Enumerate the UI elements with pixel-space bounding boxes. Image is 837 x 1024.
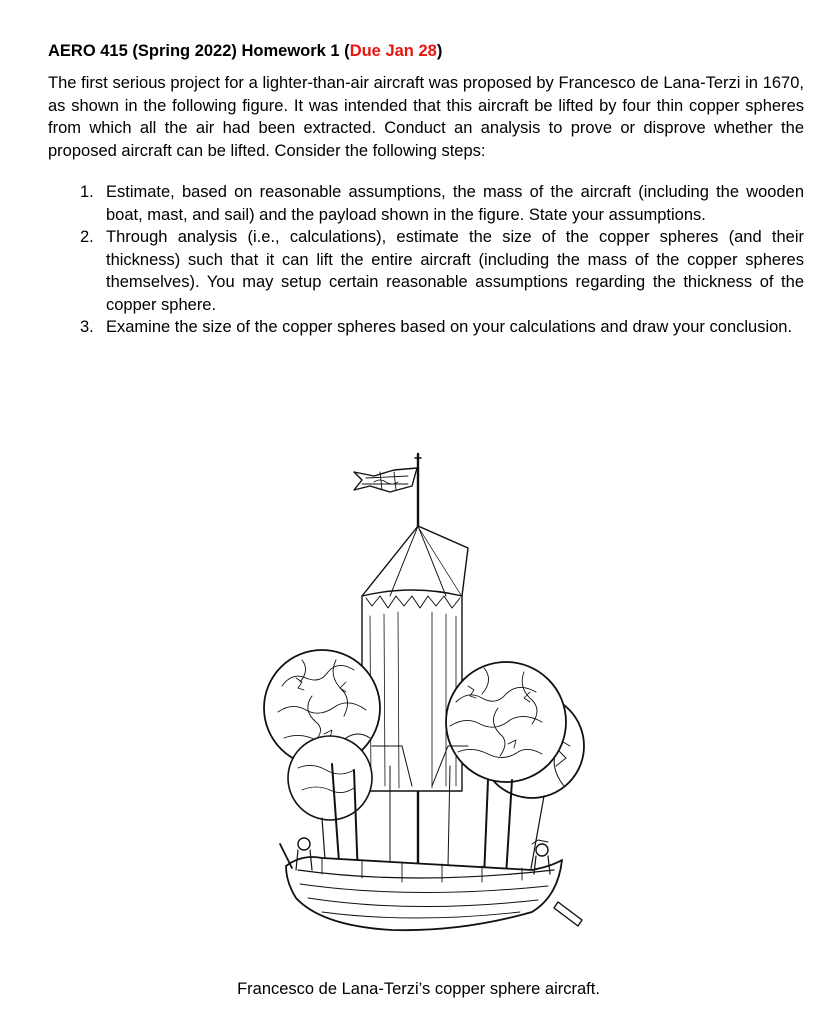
step-item	[48, 226, 804, 316]
figure-caption: Francesco de Lana-Terzi’s copper sphere aircraft.	[237, 980, 600, 998]
intro-paragraph: The first serious project for a lighter-than-air aircraft was proposed by Francesco de Lana-Terzi in 1670, as shown in the following figure. It was intended that this aircraft be lifted by four thin copper spheres from which all the air had been extracted. Conduct an analysis to prove or disprove whether the proposed aircraft can be lifted. Consider the following steps:	[48, 74, 804, 160]
step-number: 2.	[80, 228, 94, 246]
step-text: Through analysis (i.e., calculations), estimate the size of the copper spheres (and their thickness) such that it can lift the entire aircraft (including the mass of the copper spheres themselves). You may setup certain reasonable assumptions regarding the thickness of the copper sphere.	[106, 228, 804, 314]
step-item	[48, 181, 804, 226]
homework-title	[48, 40, 804, 62]
step-number: 3.	[80, 318, 94, 336]
step-number: 1.	[80, 183, 94, 201]
title-prefix: AERO 415 (Spring 2022) Homework 1 (	[48, 42, 350, 60]
aircraft-illustration	[262, 446, 598, 956]
copper-sphere-right-front	[446, 662, 566, 782]
step-text: Estimate, based on reasonable assumptions, the mass of the aircraft (including the wooden boat, mast, and sail) and the payload shown in the figure. State your assumptions.	[106, 183, 804, 224]
steps-list	[48, 181, 804, 339]
step-text: Examine the size of the copper spheres based on your calculations and draw your conclusion.	[106, 318, 793, 336]
homework-page	[48, 40, 804, 339]
copper-sphere-left-back	[288, 736, 372, 820]
due-date: Due Jan 28	[349, 42, 437, 60]
step-item	[48, 316, 804, 339]
title-suffix: )	[436, 42, 443, 60]
sail	[362, 526, 468, 791]
pennant-flag	[354, 468, 417, 492]
